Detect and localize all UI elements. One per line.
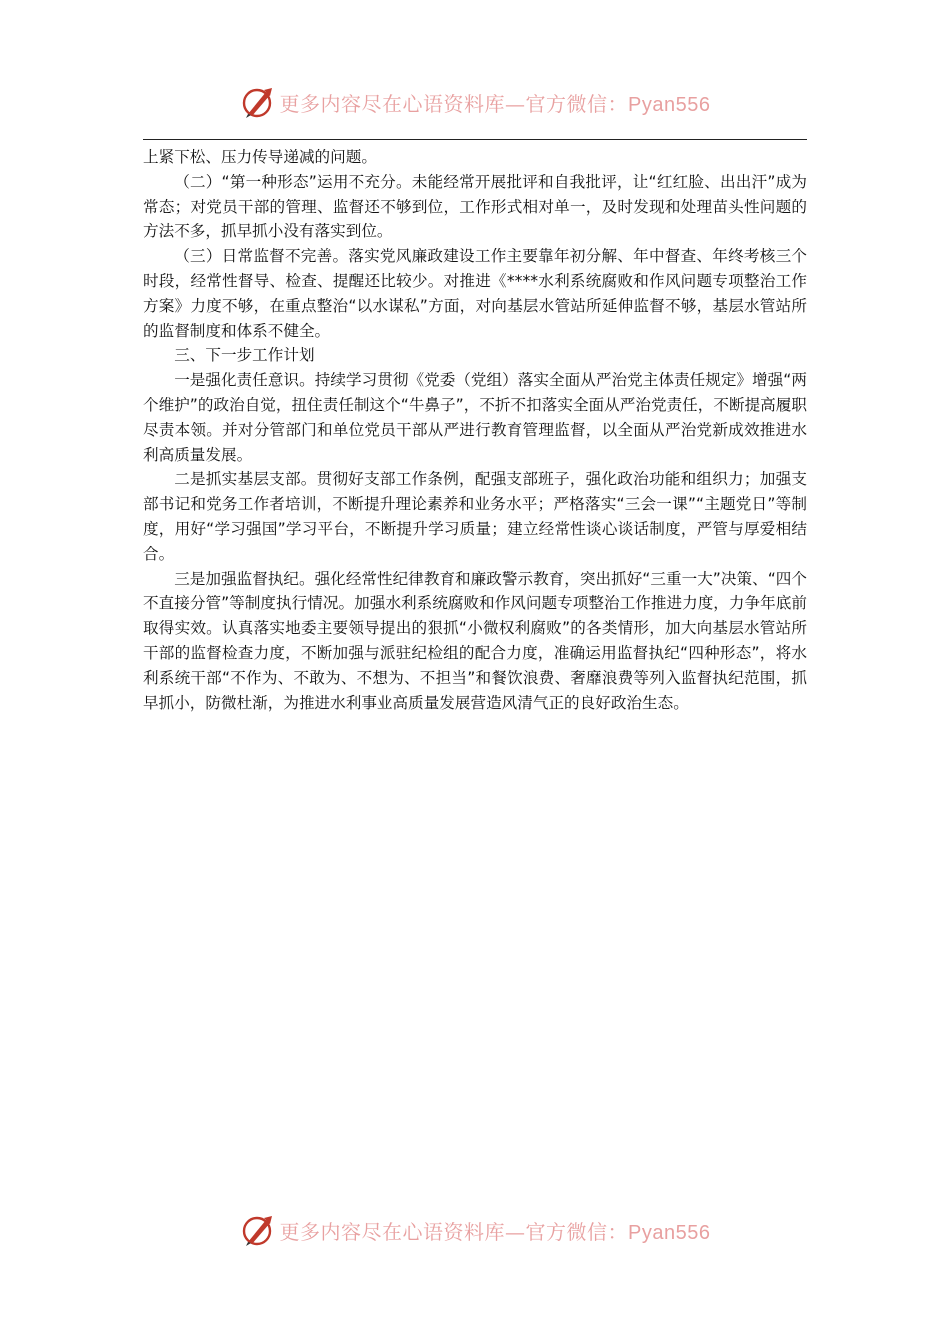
paragraph: 上紧下松、压力传导递减的问题。 bbox=[143, 148, 377, 166]
pen-logo-icon bbox=[240, 84, 276, 120]
watermark-handle: Pyan556 bbox=[628, 1221, 711, 1244]
paragraph: （三）日常监督不完善。落实党风廉政建设工作主要靠年初分解、年中督查、年终考核三个时段，经常性督导、检查、提醒还比较少。对推进《****水利系统腐败和作风问题专项整治工作方案》力度不够，在重点整治“以水谋私”方面，对向基层水管站所延伸监督不够，基层水管站所的监督制度和体系不健全。 bbox=[143, 247, 807, 340]
header-watermark bbox=[0, 82, 950, 122]
pen-logo-icon bbox=[240, 1212, 276, 1248]
watermark-text: 更多内容尽在心语资料库—官方微信：Pyan556 bbox=[279, 91, 711, 116]
paragraph: 二是抓实基层支部。贯彻好支部工作条例，配强支部班子，强化政治功能和组织力；加强支部书记和党务工作者培训，不断提升理论素养和业务水平；严格落实“三会一课”“主题党日”等制度，用好“学习强国”学习平台，不断提升学习质量；建立经常性谈心谈话制度，严管与厚爱相结合。 bbox=[143, 470, 807, 563]
watermark-text: 更多内容尽在心语资料库—官方微信：Pyan556 bbox=[279, 1219, 711, 1244]
paragraph: 一是强化责任意识。持续学习贯彻《党委（党组）落实全面从严治党主体责任规定》增强“两个维护”的政治自觉，扭住责任制这个“牛鼻子”，不折不扣落实全面从严治党责任，不断提高履职尽责本领。并对分管部门和单位党员干部从严进行教育管理监督，以全面从严治党新成效推进水利高质量发展。 bbox=[143, 371, 807, 464]
paragraph: 三是加强监督执纪。强化经常性纪律教育和廉政警示教育，突出抓好“三重一大”决策、“四个不直接分管”等制度执行情况。加强水利系统腐败和作风问题专项整治工作推进力度，力争年底前取得实效。认真落实地委主要领导提出的狠抓“小微权利腐败”的各类情形，加大向基层水管站所干部的监督检查力度，不断加强与派驻纪检组的配合力度，准确运用监督执纪“四种形态”，将水利系统干部“不作为、不敢为、不想为、不担当”和餐饮浪费、奢靡浪费等列入监督执纪范围，抓早抓小，防微杜渐，为推进水利事业高质量发展营造风清气正的良好政治生态。 bbox=[143, 569, 807, 712]
section-heading: 三、下一步工作计划 bbox=[174, 346, 315, 365]
footer-watermark bbox=[0, 1210, 950, 1250]
document-body bbox=[143, 145, 807, 715]
header-divider bbox=[143, 139, 807, 140]
paragraph: （二）“第一种形态”运用不充分。未能经常开展批评和自我批评，让“红红脸、出出汗”成为常态；对党员干部的管理、监督还不够到位，工作形式相对单一，及时发现和处理苗头性问题的方法不多，抓早抓小没有落实到位。 bbox=[143, 172, 807, 241]
watermark-handle: Pyan556 bbox=[628, 93, 711, 116]
